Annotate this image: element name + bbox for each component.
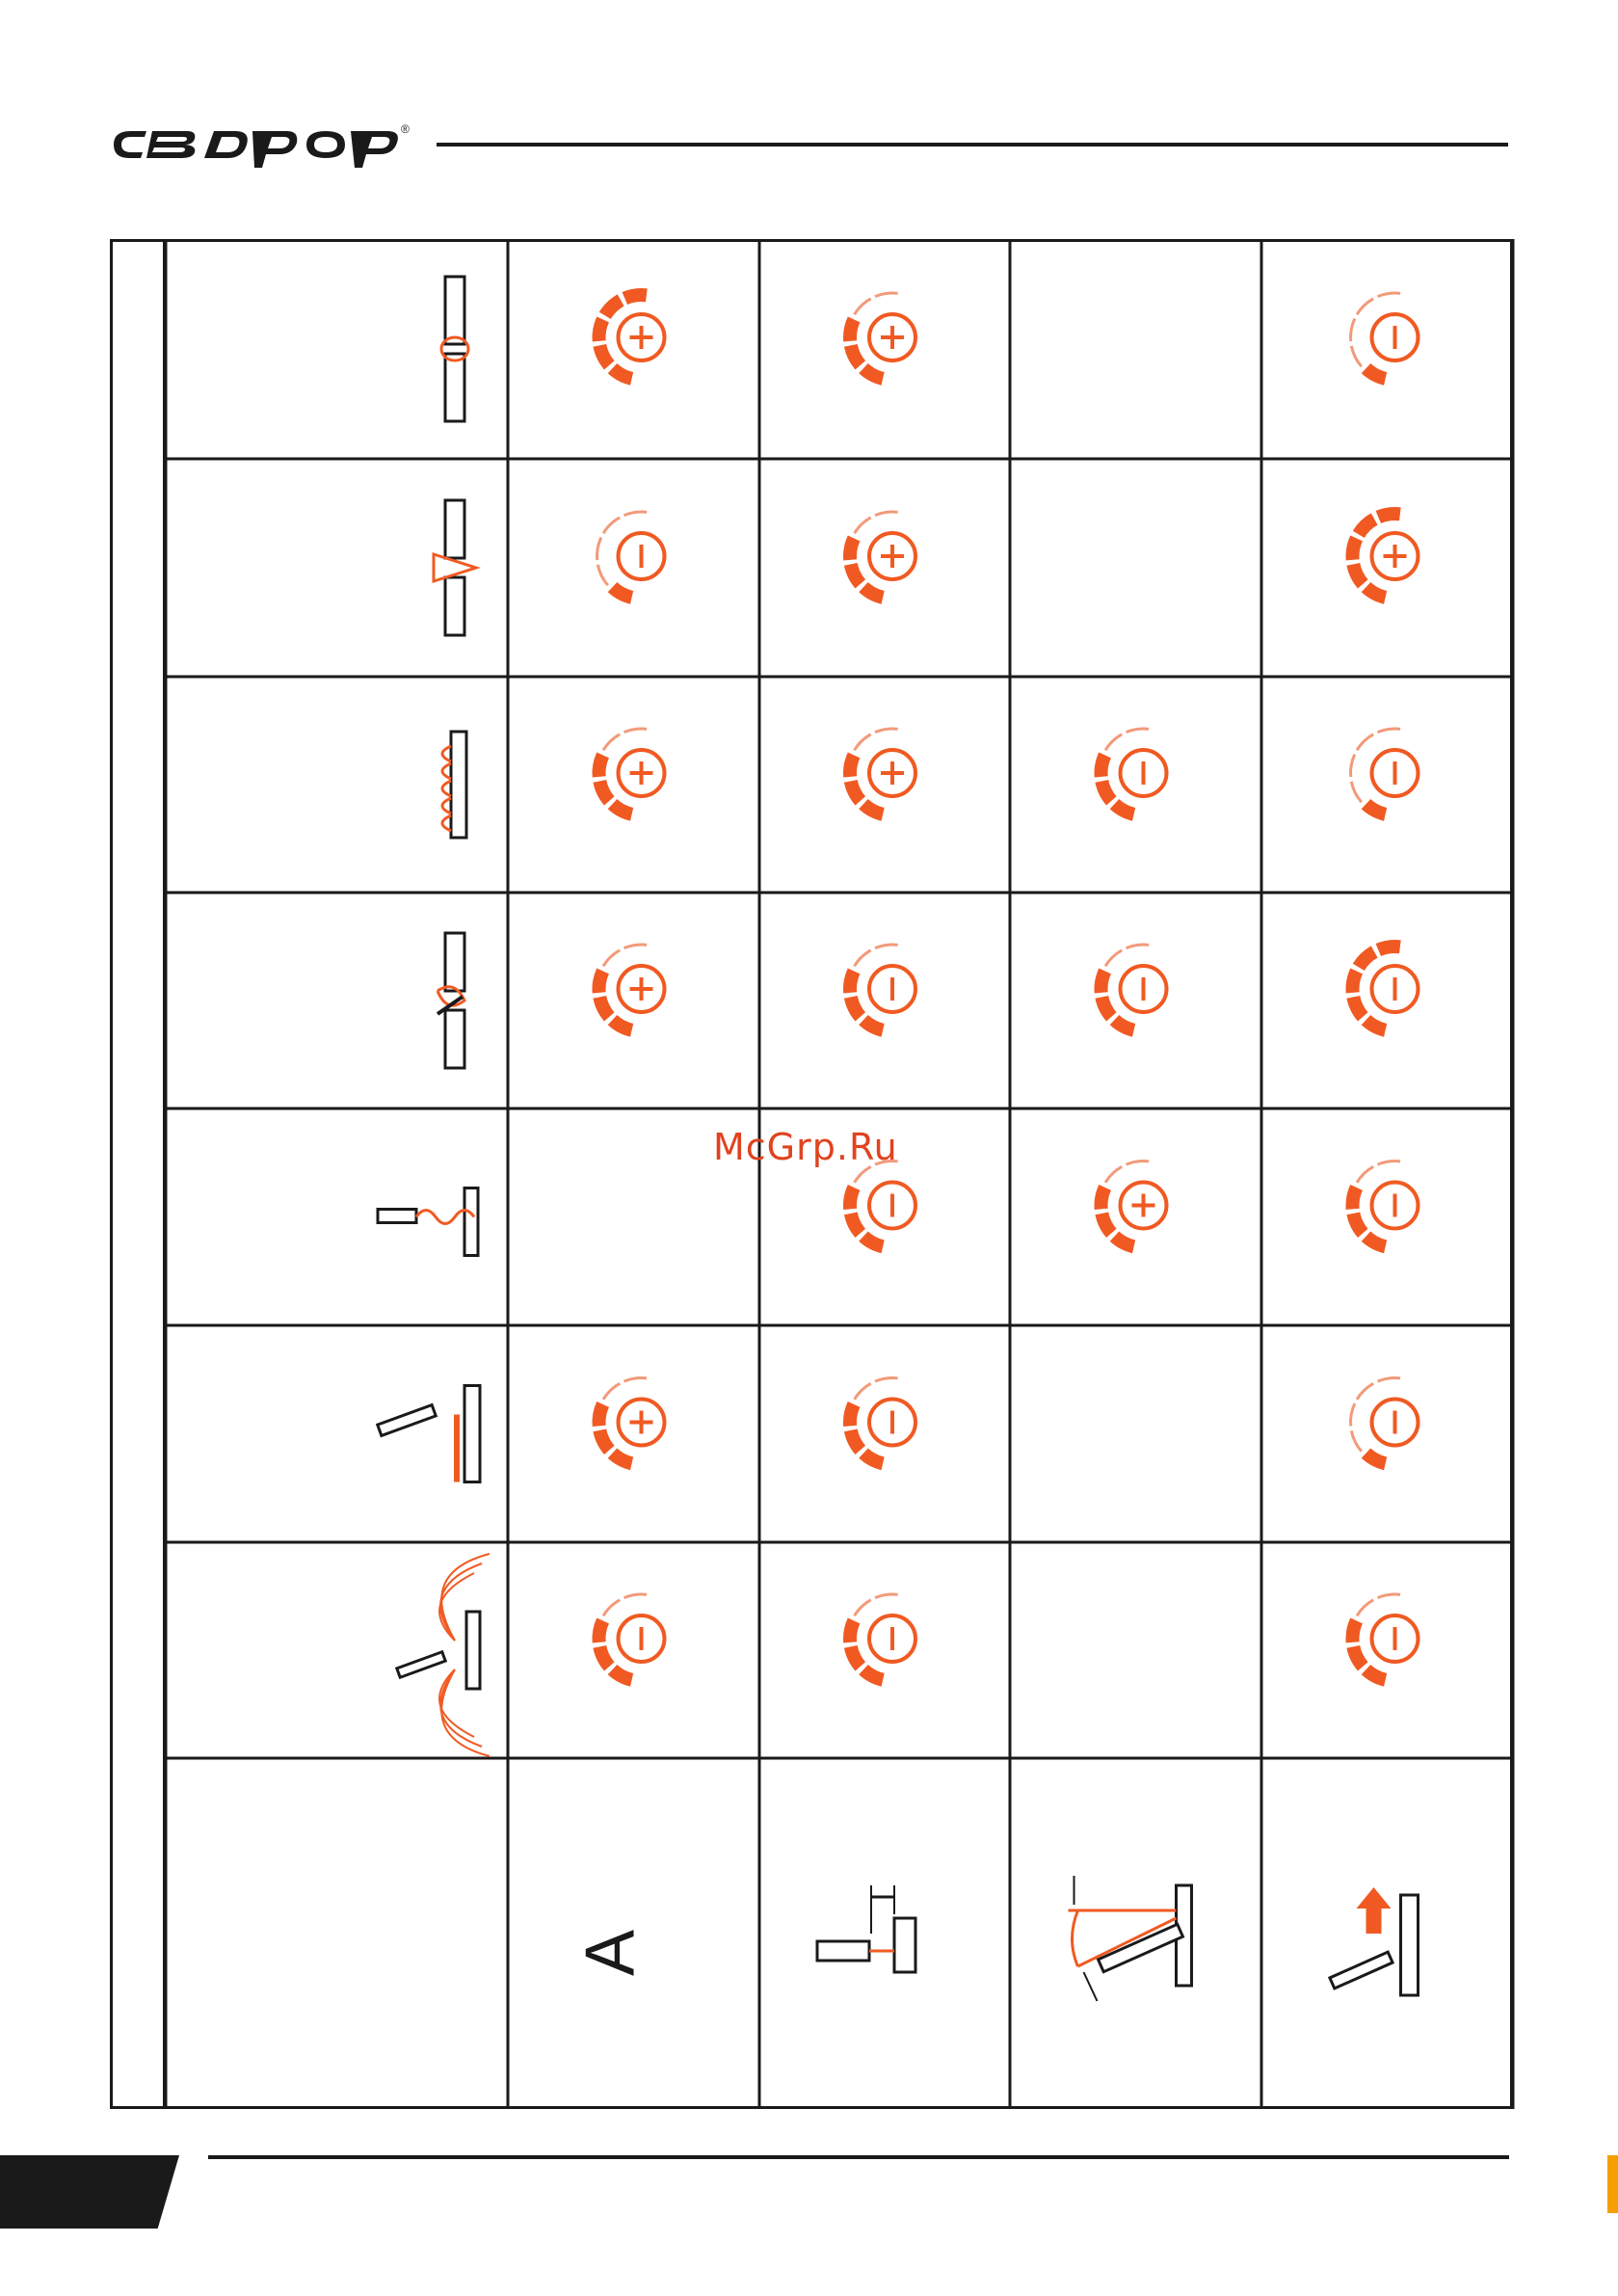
travel-speed-icon	[1330, 1887, 1419, 1995]
minus-dial-icon	[850, 1378, 915, 1464]
plus-dial-icon	[598, 295, 664, 379]
plus-dial-icon	[598, 729, 664, 814]
current-ampere-icon	[572, 1930, 650, 1976]
minus-dial-icon	[1351, 729, 1419, 814]
minus-dial-icon	[850, 1161, 915, 1246]
minus-dial-icon	[1353, 1594, 1419, 1680]
plus-dial-icon	[850, 293, 915, 379]
butt-joint-v-groove-icon	[434, 500, 476, 635]
plus-dial-icon	[599, 945, 665, 1030]
minus-dial-icon	[599, 1594, 665, 1680]
minus-dial-icon	[1101, 729, 1167, 814]
minus-dial-icon	[1353, 947, 1419, 1030]
butt-joint-gap-icon	[441, 277, 468, 421]
page-number-tab	[0, 2155, 179, 2229]
arc-length-icon	[817, 1885, 915, 1972]
minus-dial-icon	[850, 1594, 915, 1680]
plus-dial-icon	[599, 1378, 665, 1464]
electrode-angle-icon	[1069, 1876, 1192, 2001]
minus-dial-icon	[1351, 1378, 1419, 1464]
minus-dial-icon	[850, 945, 915, 1030]
edge-mark	[1607, 2155, 1618, 2213]
fillet-vertical-icon	[378, 1386, 480, 1482]
plus-dial-icon	[1353, 514, 1419, 598]
overhead-weave-icon	[378, 1188, 478, 1256]
butt-joint-thin-icon	[438, 933, 464, 1068]
minus-dial-icon	[1353, 1161, 1419, 1247]
plus-dial-icon	[850, 729, 915, 814]
plus-dial-icon	[850, 512, 915, 598]
watermark: McGrp.Ru	[713, 1126, 898, 1168]
current-symbol: A	[571, 1929, 650, 1977]
surfacing-multilayer-icon	[442, 732, 466, 838]
registered-mark: ®	[401, 122, 410, 136]
minus-dial-icon	[1351, 293, 1419, 379]
plus-dial-icon	[1101, 1161, 1167, 1247]
minus-dial-icon	[597, 512, 665, 598]
vertical-weave-icon	[397, 1554, 490, 1756]
minus-dial-icon	[1101, 945, 1167, 1030]
footer-rule	[208, 2155, 1509, 2159]
